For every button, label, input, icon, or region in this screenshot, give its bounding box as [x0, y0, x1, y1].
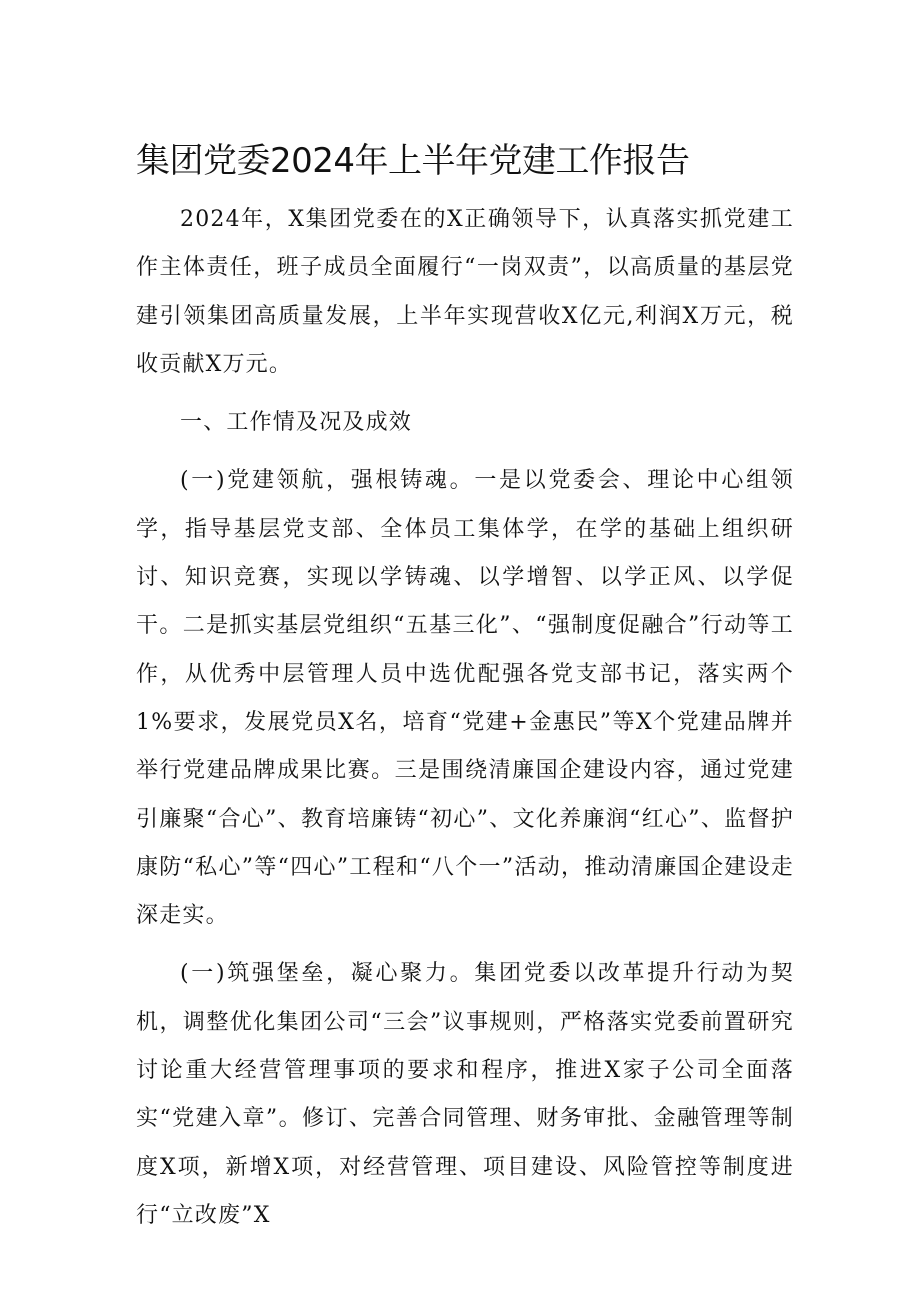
paragraph-strengthen-bastion: (一)筑强堡垒，凝心聚力。集团党委以改革提升行动为契机，调整优化集团公司“三会”议事规则，严格落实党委前置研究讨论重大经营管理事项的要求和程序，推进X家子公司全面落实“党建入章”。修订、完善合同管理、财务审批、金融管理等制度X项，新增X项，对经营管理、项目建设、风险管控等制度进行“立改废”X: [136, 961, 794, 1228]
section-heading: 一、工作情及况及成效: [180, 410, 413, 436]
intro-paragraph: 2024年，X集团党委在的X正确领导下，认真落实抓党建工作主体责任，班子成员全面履行“一岗双责”，以高质量的基层党建引领集团高质量发展，上半年实现营收X亿元,利润X万元，税收贡献X万元。: [136, 207, 794, 377]
document-body: [136, 196, 794, 1240]
paragraph-party-leadership: (一)党建领航，强根铸魂。一是以党委会、理论中心组领学，指导基层党支部、全体员工集体学，在学的基础上组织研讨、知识竞赛，实现以学铸魂、以学增智、以学正风、以学促干。二是抓实基层党组织“五基三化”、“强制度促融合”行动等工作，从优秀中层管理人员中选优配强各党支部书记，落实两个1%要求，发展党员X名，培育“党建+金惠民”等X个党建品牌并举行党建品牌成果比赛。三是围绕清廉国企建设内容，通过党建引廉聚“合心”、教育培廉铸“初心”、文化养廉润“红心”、监督护康防“私心”等“四心”工程和“八个一”活动，推动清廉国企建设走深走实。: [136, 468, 794, 929]
document-title: 集团党委2024年上半年党建工作报告: [136, 141, 690, 181]
